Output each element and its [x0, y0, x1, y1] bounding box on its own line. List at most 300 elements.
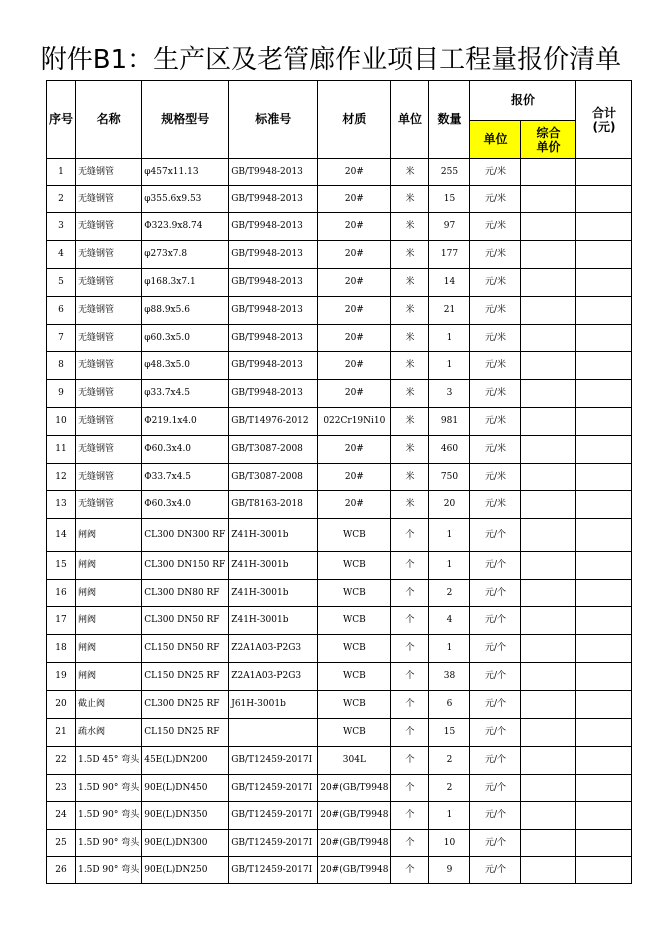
- cell-material: 20#(GB/T9948: [318, 857, 391, 884]
- cell-spec: 90E(L)DN350: [142, 802, 229, 830]
- table-row: [47, 241, 632, 269]
- cell-qty: 1: [429, 519, 470, 552]
- cell-spec: 45E(L)DN200: [142, 747, 229, 775]
- cell-total: [576, 380, 632, 408]
- cell-standard: GB/T9948-2013: [229, 269, 318, 297]
- cell-spec: φ355.6x9.53: [142, 186, 229, 213]
- cell-material: 20#: [318, 159, 391, 186]
- quotation-table: [46, 80, 632, 884]
- cell-price-unit: 元/个: [470, 663, 521, 691]
- cell-spec: φ457x11.13: [142, 159, 229, 186]
- table-row: [47, 380, 632, 408]
- cell-price-unit: 元/个: [470, 719, 521, 747]
- cell-spec: Φ33.7x4.5: [142, 464, 229, 491]
- table-row: [47, 635, 632, 663]
- cell-price-unit: 元/个: [470, 607, 521, 635]
- cell-spec: φ88.9x5.6: [142, 297, 229, 325]
- cell-unit: 米: [391, 380, 429, 408]
- cell-unit: 米: [391, 436, 429, 464]
- cell-seq: 20: [47, 691, 76, 719]
- cell-qty: 177: [429, 241, 470, 269]
- cell-qty: 20: [429, 491, 470, 519]
- cell-total: [576, 691, 632, 719]
- cell-qty: 15: [429, 719, 470, 747]
- cell-total: [576, 519, 632, 552]
- cell-spec: Φ60.3x4.0: [142, 436, 229, 464]
- cell-unit: 个: [391, 802, 429, 830]
- table-row: [47, 663, 632, 691]
- cell-qty: 2: [429, 747, 470, 775]
- table-row: [47, 552, 632, 580]
- cell-unit-price: [521, 241, 576, 269]
- header-unit: 单位: [391, 81, 429, 159]
- cell-unit-price: [521, 635, 576, 663]
- cell-total: [576, 325, 632, 352]
- cell-unit-price: [521, 802, 576, 830]
- cell-name: 截止阀: [76, 691, 142, 719]
- cell-material: 20#: [318, 269, 391, 297]
- cell-material: 022Cr19Ni10: [318, 408, 391, 436]
- cell-unit: 米: [391, 186, 429, 213]
- cell-standard: GB/T12459-2017Ⅰ: [229, 802, 318, 830]
- cell-name: 无缝钢管: [76, 186, 142, 213]
- cell-name: 闸阀: [76, 580, 142, 607]
- cell-standard: GB/T9948-2013: [229, 352, 318, 380]
- table-row: [47, 491, 632, 519]
- cell-standard: GB/T12459-2017Ⅰ: [229, 830, 318, 857]
- cell-unit-price: [521, 607, 576, 635]
- cell-seq: 5: [47, 269, 76, 297]
- cell-qty: 4: [429, 607, 470, 635]
- cell-material: 20#: [318, 241, 391, 269]
- cell-total: [576, 830, 632, 857]
- cell-unit: 个: [391, 607, 429, 635]
- cell-seq: 13: [47, 491, 76, 519]
- cell-price-unit: 元/米: [470, 325, 521, 352]
- cell-price-unit: 元/米: [470, 408, 521, 436]
- cell-qty: 97: [429, 213, 470, 241]
- cell-standard: GB/T9948-2013: [229, 241, 318, 269]
- cell-seq: 8: [47, 352, 76, 380]
- table-row: [47, 691, 632, 719]
- cell-unit: 米: [391, 213, 429, 241]
- cell-total: [576, 802, 632, 830]
- cell-standard: Z41H-3001b: [229, 580, 318, 607]
- cell-unit: 个: [391, 747, 429, 775]
- cell-seq: 11: [47, 436, 76, 464]
- cell-total: [576, 269, 632, 297]
- cell-standard: GB/T12459-2017Ⅰ: [229, 747, 318, 775]
- header-quote-unit: 单位: [470, 121, 521, 159]
- cell-standard: GB/T14976-2012: [229, 408, 318, 436]
- cell-standard: Z2A1A03-P2G3: [229, 663, 318, 691]
- cell-unit: 米: [391, 241, 429, 269]
- table-row: [47, 436, 632, 464]
- table-row: [47, 607, 632, 635]
- cell-name: 闸阀: [76, 519, 142, 552]
- cell-unit: 米: [391, 325, 429, 352]
- cell-material: WCB: [318, 519, 391, 552]
- cell-total: [576, 241, 632, 269]
- cell-spec: CL300 DN150 RF: [142, 552, 229, 580]
- cell-unit-price: [521, 186, 576, 213]
- table-row: [47, 830, 632, 857]
- cell-unit-price: [521, 297, 576, 325]
- table-row: [47, 352, 632, 380]
- cell-unit-price: [521, 464, 576, 491]
- cell-material: WCB: [318, 552, 391, 580]
- cell-unit: 个: [391, 580, 429, 607]
- cell-total: [576, 607, 632, 635]
- cell-standard: GB/T9948-2013: [229, 159, 318, 186]
- cell-total: [576, 635, 632, 663]
- cell-material: WCB: [318, 663, 391, 691]
- cell-unit-price: [521, 408, 576, 436]
- cell-qty: 10: [429, 830, 470, 857]
- cell-unit: 个: [391, 830, 429, 857]
- cell-standard: [229, 719, 318, 747]
- cell-name: 闸阀: [76, 635, 142, 663]
- cell-seq: 10: [47, 408, 76, 436]
- cell-unit-price: [521, 663, 576, 691]
- cell-unit: 个: [391, 663, 429, 691]
- cell-seq: 17: [47, 607, 76, 635]
- cell-qty: 3: [429, 380, 470, 408]
- table-row: [47, 747, 632, 775]
- cell-qty: 1: [429, 352, 470, 380]
- cell-qty: 6: [429, 691, 470, 719]
- table-row: [47, 325, 632, 352]
- cell-spec: CL300 DN300 RF: [142, 519, 229, 552]
- cell-unit-price: [521, 159, 576, 186]
- cell-name: 无缝钢管: [76, 213, 142, 241]
- cell-material: 20#: [318, 491, 391, 519]
- cell-unit-price: [521, 325, 576, 352]
- cell-seq: 6: [47, 297, 76, 325]
- table-row: [47, 857, 632, 884]
- cell-material: 20#: [318, 186, 391, 213]
- cell-spec: CL300 DN80 RF: [142, 580, 229, 607]
- cell-qty: 255: [429, 159, 470, 186]
- cell-price-unit: 元/米: [470, 213, 521, 241]
- cell-qty: 38: [429, 663, 470, 691]
- header-spec: 规格型号: [142, 81, 229, 159]
- cell-name: 无缝钢管: [76, 491, 142, 519]
- cell-material: 304L: [318, 747, 391, 775]
- cell-standard: GB/T12459-2017Ⅰ: [229, 857, 318, 884]
- cell-unit: 个: [391, 519, 429, 552]
- cell-unit: 米: [391, 159, 429, 186]
- cell-seq: 22: [47, 747, 76, 775]
- cell-total: [576, 663, 632, 691]
- header-row: [47, 81, 632, 121]
- cell-name: 无缝钢管: [76, 436, 142, 464]
- cell-total: [576, 719, 632, 747]
- cell-material: 20#: [318, 352, 391, 380]
- cell-name: 疏水阀: [76, 719, 142, 747]
- cell-unit: 个: [391, 691, 429, 719]
- document-title: 附件B1：生产区及老管廊作业项目工程量报价清单: [40, 45, 622, 75]
- cell-name: 无缝钢管: [76, 408, 142, 436]
- cell-qty: 14: [429, 269, 470, 297]
- cell-standard: GB/T8163-2018: [229, 491, 318, 519]
- cell-qty: 9: [429, 857, 470, 884]
- cell-price-unit: 元/米: [470, 464, 521, 491]
- cell-standard: J61H-3001b: [229, 691, 318, 719]
- cell-unit-price: [521, 747, 576, 775]
- cell-seq: 7: [47, 325, 76, 352]
- cell-qty: 1: [429, 325, 470, 352]
- cell-price-unit: 元/米: [470, 186, 521, 213]
- cell-price-unit: 元/米: [470, 352, 521, 380]
- cell-total: [576, 464, 632, 491]
- cell-seq: 9: [47, 380, 76, 408]
- table-row: [47, 719, 632, 747]
- cell-total: [576, 857, 632, 884]
- cell-unit-price: [521, 775, 576, 802]
- cell-unit: 米: [391, 269, 429, 297]
- cell-unit-price: [521, 830, 576, 857]
- table-row: [47, 519, 632, 552]
- cell-spec: φ168.3x7.1: [142, 269, 229, 297]
- cell-price-unit: 元/个: [470, 747, 521, 775]
- cell-total: [576, 436, 632, 464]
- cell-material: WCB: [318, 635, 391, 663]
- cell-spec: Φ219.1x4.0: [142, 408, 229, 436]
- cell-unit: 个: [391, 857, 429, 884]
- cell-spec: Φ323.9x8.74: [142, 213, 229, 241]
- cell-spec: φ60.3x5.0: [142, 325, 229, 352]
- cell-name: 无缝钢管: [76, 464, 142, 491]
- cell-name: 1.5D 90° 弯头: [76, 802, 142, 830]
- cell-standard: Z2A1A03-P2G3: [229, 635, 318, 663]
- cell-material: WCB: [318, 607, 391, 635]
- cell-price-unit: 元/个: [470, 857, 521, 884]
- cell-qty: 750: [429, 464, 470, 491]
- header-seq: 序号: [47, 81, 76, 159]
- table-row: [47, 213, 632, 241]
- cell-price-unit: 元/个: [470, 802, 521, 830]
- cell-spec: φ48.3x5.0: [142, 352, 229, 380]
- cell-total: [576, 491, 632, 519]
- cell-qty: 1: [429, 802, 470, 830]
- cell-name: 无缝钢管: [76, 297, 142, 325]
- cell-price-unit: 元/个: [470, 691, 521, 719]
- cell-price-unit: 元/个: [470, 635, 521, 663]
- cell-unit: 个: [391, 635, 429, 663]
- cell-standard: GB/T9948-2013: [229, 213, 318, 241]
- cell-name: 1.5D 90° 弯头: [76, 857, 142, 884]
- cell-material: WCB: [318, 691, 391, 719]
- cell-spec: 90E(L)DN300: [142, 830, 229, 857]
- cell-seq: 3: [47, 213, 76, 241]
- cell-seq: 12: [47, 464, 76, 491]
- cell-unit-price: [521, 269, 576, 297]
- header-qty: 数量: [429, 81, 470, 159]
- cell-total: [576, 775, 632, 802]
- cell-seq: 18: [47, 635, 76, 663]
- cell-unit-price: [521, 352, 576, 380]
- cell-price-unit: 元/个: [470, 775, 521, 802]
- cell-name: 1.5D 45° 弯头: [76, 747, 142, 775]
- cell-price-unit: 元/个: [470, 830, 521, 857]
- header-quote: 报价: [470, 81, 576, 121]
- cell-unit: 米: [391, 297, 429, 325]
- cell-material: 20#: [318, 325, 391, 352]
- cell-standard: GB/T9948-2013: [229, 297, 318, 325]
- cell-unit-price: [521, 213, 576, 241]
- cell-material: 20#: [318, 213, 391, 241]
- cell-standard: GB/T9948-2013: [229, 186, 318, 213]
- cell-standard: Z41H-3001b: [229, 607, 318, 635]
- cell-name: 闸阀: [76, 607, 142, 635]
- table-row: [47, 159, 632, 186]
- cell-price-unit: 元/米: [470, 297, 521, 325]
- cell-standard: GB/T3087-2008: [229, 464, 318, 491]
- cell-total: [576, 408, 632, 436]
- cell-seq: 2: [47, 186, 76, 213]
- cell-seq: 21: [47, 719, 76, 747]
- cell-spec: φ33.7x4.5: [142, 380, 229, 408]
- cell-name: 无缝钢管: [76, 159, 142, 186]
- cell-material: 20#(GB/T9948: [318, 802, 391, 830]
- cell-name: 闸阀: [76, 663, 142, 691]
- cell-price-unit: 元/个: [470, 519, 521, 552]
- cell-spec: φ273x7.8: [142, 241, 229, 269]
- cell-total: [576, 580, 632, 607]
- cell-seq: 16: [47, 580, 76, 607]
- cell-total: [576, 552, 632, 580]
- cell-spec: 90E(L)DN450: [142, 775, 229, 802]
- cell-unit-price: [521, 380, 576, 408]
- cell-standard: GB/T3087-2008: [229, 436, 318, 464]
- header-name: 名称: [76, 81, 142, 159]
- table-row: [47, 802, 632, 830]
- cell-seq: 19: [47, 663, 76, 691]
- cell-material: 20#: [318, 380, 391, 408]
- cell-qty: 15: [429, 186, 470, 213]
- cell-seq: 26: [47, 857, 76, 884]
- cell-name: 无缝钢管: [76, 269, 142, 297]
- cell-price-unit: 元/米: [470, 241, 521, 269]
- cell-unit-price: [521, 857, 576, 884]
- cell-material: 20#: [318, 436, 391, 464]
- cell-material: 20#: [318, 464, 391, 491]
- cell-unit: 米: [391, 352, 429, 380]
- cell-qty: 2: [429, 775, 470, 802]
- header-material: 材质: [318, 81, 391, 159]
- cell-spec: CL150 DN25 RF: [142, 719, 229, 747]
- cell-name: 无缝钢管: [76, 352, 142, 380]
- header-standard: 标准号: [229, 81, 318, 159]
- cell-price-unit: 元/米: [470, 436, 521, 464]
- cell-price-unit: 元/米: [470, 269, 521, 297]
- cell-name: 无缝钢管: [76, 325, 142, 352]
- header-quote-price: 综合 单价: [521, 121, 576, 159]
- cell-seq: 24: [47, 802, 76, 830]
- cell-qty: 1: [429, 635, 470, 663]
- cell-qty: 2: [429, 580, 470, 607]
- table-row: [47, 464, 632, 491]
- cell-name: 1.5D 90° 弯头: [76, 830, 142, 857]
- cell-unit-price: [521, 552, 576, 580]
- cell-standard: GB/T12459-2017Ⅰ: [229, 775, 318, 802]
- cell-qty: 21: [429, 297, 470, 325]
- cell-spec: CL150 DN50 RF: [142, 635, 229, 663]
- cell-seq: 23: [47, 775, 76, 802]
- cell-unit: 米: [391, 408, 429, 436]
- cell-seq: 14: [47, 519, 76, 552]
- cell-price-unit: 元/米: [470, 380, 521, 408]
- header-total: 合计 (元): [576, 81, 632, 159]
- cell-qty: 460: [429, 436, 470, 464]
- cell-unit: 米: [391, 464, 429, 491]
- cell-material: 20#: [318, 297, 391, 325]
- cell-unit-price: [521, 580, 576, 607]
- cell-material: WCB: [318, 719, 391, 747]
- cell-name: 无缝钢管: [76, 241, 142, 269]
- cell-seq: 1: [47, 159, 76, 186]
- cell-price-unit: 元/个: [470, 580, 521, 607]
- cell-unit-price: [521, 719, 576, 747]
- table-row: [47, 775, 632, 802]
- cell-qty: 981: [429, 408, 470, 436]
- cell-seq: 15: [47, 552, 76, 580]
- cell-price-unit: 元/米: [470, 159, 521, 186]
- cell-name: 无缝钢管: [76, 380, 142, 408]
- cell-price-unit: 元/个: [470, 552, 521, 580]
- cell-total: [576, 186, 632, 213]
- cell-unit-price: [521, 491, 576, 519]
- cell-unit: 个: [391, 719, 429, 747]
- cell-spec: CL300 DN50 RF: [142, 607, 229, 635]
- cell-qty: 1: [429, 552, 470, 580]
- cell-unit: 个: [391, 552, 429, 580]
- table-row: [47, 269, 632, 297]
- cell-standard: GB/T9948-2013: [229, 380, 318, 408]
- cell-total: [576, 159, 632, 186]
- cell-seq: 4: [47, 241, 76, 269]
- cell-standard: GB/T9948-2013: [229, 325, 318, 352]
- cell-spec: CL150 DN25 RF: [142, 663, 229, 691]
- cell-total: [576, 747, 632, 775]
- cell-material: WCB: [318, 580, 391, 607]
- cell-standard: Z41H-3001b: [229, 519, 318, 552]
- cell-total: [576, 297, 632, 325]
- cell-spec: 90E(L)DN250: [142, 857, 229, 884]
- cell-name: 闸阀: [76, 552, 142, 580]
- cell-unit: 个: [391, 775, 429, 802]
- cell-spec: CL300 DN25 RF: [142, 691, 229, 719]
- cell-unit-price: [521, 519, 576, 552]
- cell-standard: Z41H-3001b: [229, 552, 318, 580]
- cell-total: [576, 213, 632, 241]
- table-row: [47, 297, 632, 325]
- cell-unit-price: [521, 436, 576, 464]
- cell-seq: 25: [47, 830, 76, 857]
- cell-unit-price: [521, 691, 576, 719]
- table-row: [47, 580, 632, 607]
- cell-material: 20#(GB/T9948: [318, 830, 391, 857]
- cell-unit: 米: [391, 491, 429, 519]
- table-row: [47, 186, 632, 213]
- cell-price-unit: 元/米: [470, 491, 521, 519]
- cell-spec: Φ60.3x4.0: [142, 491, 229, 519]
- cell-material: 20#(GB/T9948: [318, 775, 391, 802]
- table-row: [47, 408, 632, 436]
- cell-name: 1.5D 90° 弯头: [76, 775, 142, 802]
- cell-total: [576, 352, 632, 380]
